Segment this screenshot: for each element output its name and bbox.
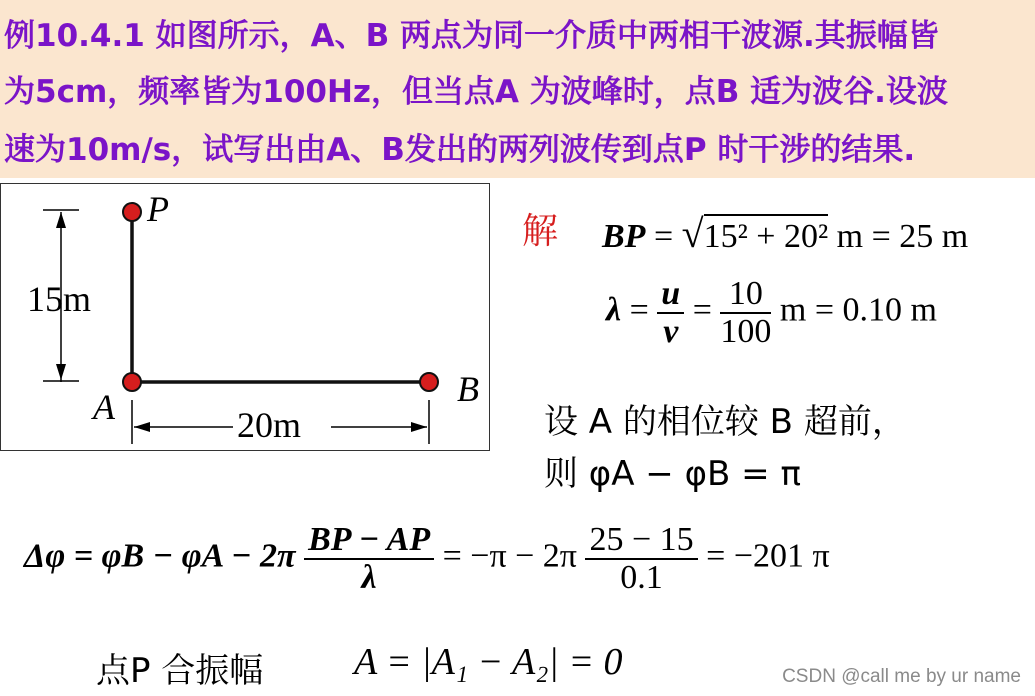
bp-equation: BP = √15² + 20² m = 25 m	[602, 211, 969, 256]
path-difference-fraction	[304, 522, 434, 595]
phase-result: = −201 π	[706, 537, 830, 575]
nu-symbol: ν	[663, 312, 679, 350]
arrow-left	[134, 422, 150, 432]
phase-difference-equation	[24, 522, 830, 595]
denominator-100: 100	[720, 312, 772, 350]
problem-line-2: 为5cm，频率皆为100Hz，但当点A 为波峰时，点B 适为波谷.设波	[4, 74, 948, 110]
label-a: A	[93, 387, 115, 427]
geometry-figure	[0, 183, 490, 451]
delta-phi-expression: Δφ = φB − φA − 2π	[24, 537, 296, 575]
phase-statement-2: 则 φA − φB = π	[544, 454, 801, 494]
arrow-up	[56, 212, 66, 228]
phase-statement-1: 设 A 的相位较 B 超前，	[544, 402, 906, 442]
numeric-fraction	[585, 522, 697, 595]
problem-line-1: 例10.4.1 如图所示，A、B 两点为同一介质中两相干波源.其振幅皆	[4, 18, 939, 54]
amplitude-equation: A = |A₁ − A₂| = 0	[354, 641, 623, 683]
label-p: P	[147, 189, 169, 229]
problem-statement	[0, 0, 1035, 178]
lambda-result: m = 0.10 m	[779, 291, 937, 329]
solution-label: 解	[522, 211, 559, 252]
vertical-distance-label: 15m	[27, 279, 92, 319]
point-p-dot	[123, 203, 141, 221]
problem-line-3: 速为10m/s，试写出由A、B发出的两列波传到点P 时干涉的结果.	[4, 132, 916, 168]
bp-result: m = 25 m	[836, 218, 969, 255]
numerator-10: 10	[720, 276, 771, 314]
bp-radicand: 15² + 20²	[704, 214, 829, 255]
lambda-equation: λ = $\frac{u}{\nu}$ = $\frac{10}{100}$ m = 0.10 m	[606, 275, 937, 350]
u-symbol: u	[657, 276, 684, 314]
amplitude-label: 点P 合振幅	[96, 651, 264, 691]
numerator-25-15: 25 − 15	[585, 522, 697, 560]
lambda-symbol: λ	[606, 291, 622, 329]
ten-over-hundred	[720, 276, 771, 349]
bp-minus-ap: BP − AP	[304, 522, 434, 560]
point-b-dot	[420, 373, 438, 391]
watermark: CSDN @call me by ur name	[782, 666, 1021, 687]
bp-symbol: BP	[602, 218, 646, 255]
arrow-down	[56, 364, 66, 380]
arrow-right	[411, 422, 427, 432]
lambda-denominator: λ	[361, 558, 377, 596]
u-over-nu	[657, 276, 684, 349]
mid-expression: = −π − 2π	[442, 537, 577, 575]
horizontal-distance-label: 20m	[237, 405, 302, 445]
denominator-0-1: 0.1	[620, 558, 663, 596]
label-b: B	[457, 369, 479, 409]
point-a-dot	[123, 373, 141, 391]
